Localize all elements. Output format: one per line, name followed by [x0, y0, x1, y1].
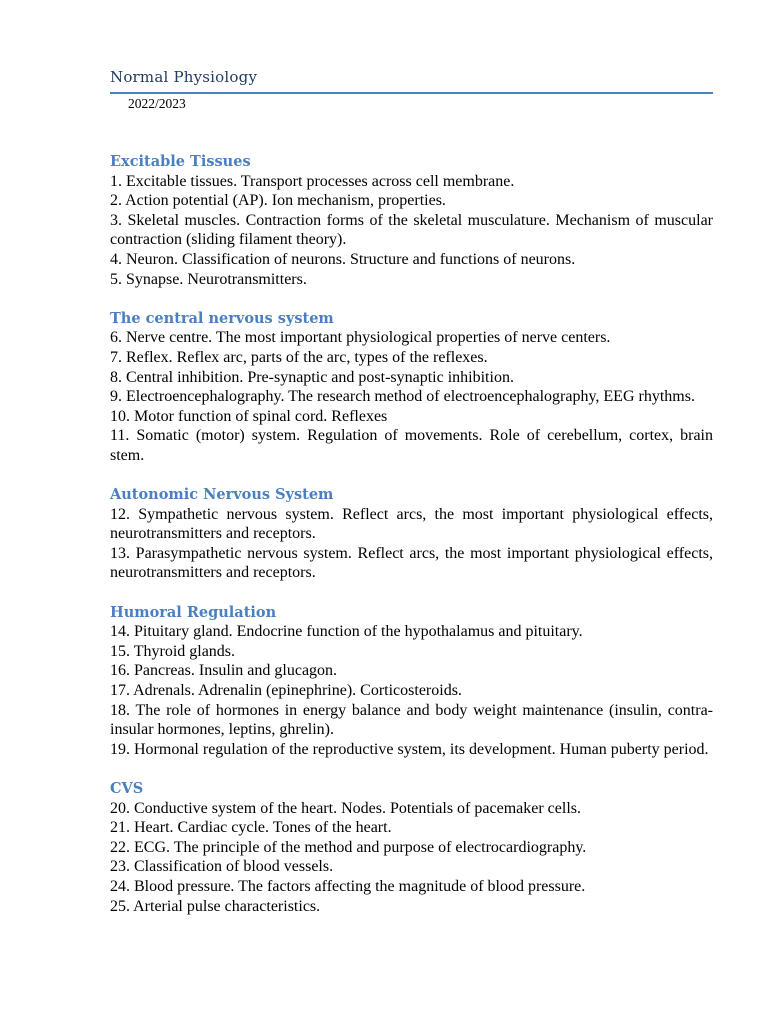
- topic-list: [110, 622, 713, 759]
- section-spacer: [110, 759, 713, 779]
- topic-item: 16. Pancreas. Insulin and glucagon.: [110, 662, 338, 680]
- topic-item: 4. Neuron. Classification of neurons. Structure and functions of neurons.: [110, 250, 576, 268]
- topic-list: [110, 328, 713, 465]
- section-excitable-tissues: [110, 152, 713, 289]
- topic-item: 21. Heart. Cardiac cycle. Tones of the heart.: [110, 819, 392, 837]
- topic-item: 9. Electroencephalography. The research method of electroencephalography, EEG rhythms.: [110, 388, 695, 406]
- topic-item: 2. Action potential (AP). Ion mechanism, properties.: [110, 192, 446, 210]
- section-humoral-regulation: [110, 603, 713, 760]
- section-spacer: [110, 289, 713, 309]
- topic-item: 15. Thyroid glands.: [110, 642, 236, 660]
- section-heading: The central nervous system: [110, 309, 334, 327]
- topic-item: 6. Nerve centre. The most important physiological properties of nerve centers.: [110, 329, 611, 347]
- section-central-nervous-system: [110, 309, 713, 466]
- topic-item: 25. Arterial pulse characteristics.: [110, 897, 321, 915]
- topic-item: 22. ECG. The principle of the method and purpose of electrocardiography.: [110, 838, 587, 856]
- topic-item: 3. Skeletal muscles. Contraction forms of the skeletal musculature. Mechanism of muscular contraction (sliding filament theory).: [110, 211, 713, 249]
- section-heading: Excitable Tissues: [110, 153, 251, 170]
- topic-item: 13. Parasympathetic nervous system. Reflect arcs, the most important physiological effects, neurotransmitters and receptors.: [110, 544, 713, 582]
- topic-item: 19. Hormonal regulation of the reproductive system, its development. Human puberty period.: [110, 740, 709, 758]
- topic-item: 8. Central inhibition. Pre-synaptic and post-synaptic inhibition.: [110, 368, 514, 386]
- topic-item: 11. Somatic (motor) system. Regulation of movements. Role of cerebellum, cortex, brain stem.: [110, 427, 713, 464]
- topic-item: 24. Blood pressure. The factors affecting the magnitude of blood pressure.: [110, 877, 586, 895]
- topic-item: 18. The role of hormones in energy balance and body weight maintenance (insulin, contra-insular hormones, leptins, ghrelin).: [110, 701, 713, 739]
- topic-item: 17. Adrenals. Adrenalin (epinephrine). Corticosteroids.: [110, 682, 462, 700]
- section-heading: Humoral Regulation: [110, 603, 277, 621]
- topic-item: 10. Motor function of spinal cord. Reflexes: [110, 407, 388, 425]
- topic-list: [110, 172, 713, 290]
- topic-list: [110, 505, 713, 583]
- section-heading: Autonomic Nervous System: [110, 486, 334, 504]
- topic-item: 20. Conductive system of the heart. Nodes. Potentials of pacemaker cells.: [110, 799, 581, 817]
- topic-item: 23. Classification of blood vessels.: [110, 858, 334, 876]
- topic-item: 14. Pituitary gland. Endocrine function of the hypothalamus and pituitary.: [110, 623, 583, 641]
- section-cvs: [110, 779, 713, 916]
- academic-year: 2022/2023: [128, 96, 186, 111]
- section-spacer: [110, 583, 713, 603]
- topic-item: 1. Excitable tissues. Transport processes across cell membrane.: [110, 172, 515, 190]
- topic-list: [110, 799, 713, 917]
- document-title: Normal Physiology: [110, 68, 258, 86]
- topic-item: 12. Sympathetic nervous system. Reflect arcs, the most important physiological effects, neurotransmitters and receptors.: [110, 505, 713, 543]
- topic-item: 7. Reflex. Reflex arc, parts of the arc, types of the reflexes.: [110, 348, 488, 366]
- section-spacer: [110, 466, 713, 486]
- section-heading: CVS: [110, 780, 144, 797]
- title-divider: [110, 92, 713, 94]
- syllabus-content: [110, 152, 713, 916]
- section-autonomic-nervous-system: [110, 485, 713, 583]
- topic-item: 5. Synapse. Neurotransmitters.: [110, 270, 307, 288]
